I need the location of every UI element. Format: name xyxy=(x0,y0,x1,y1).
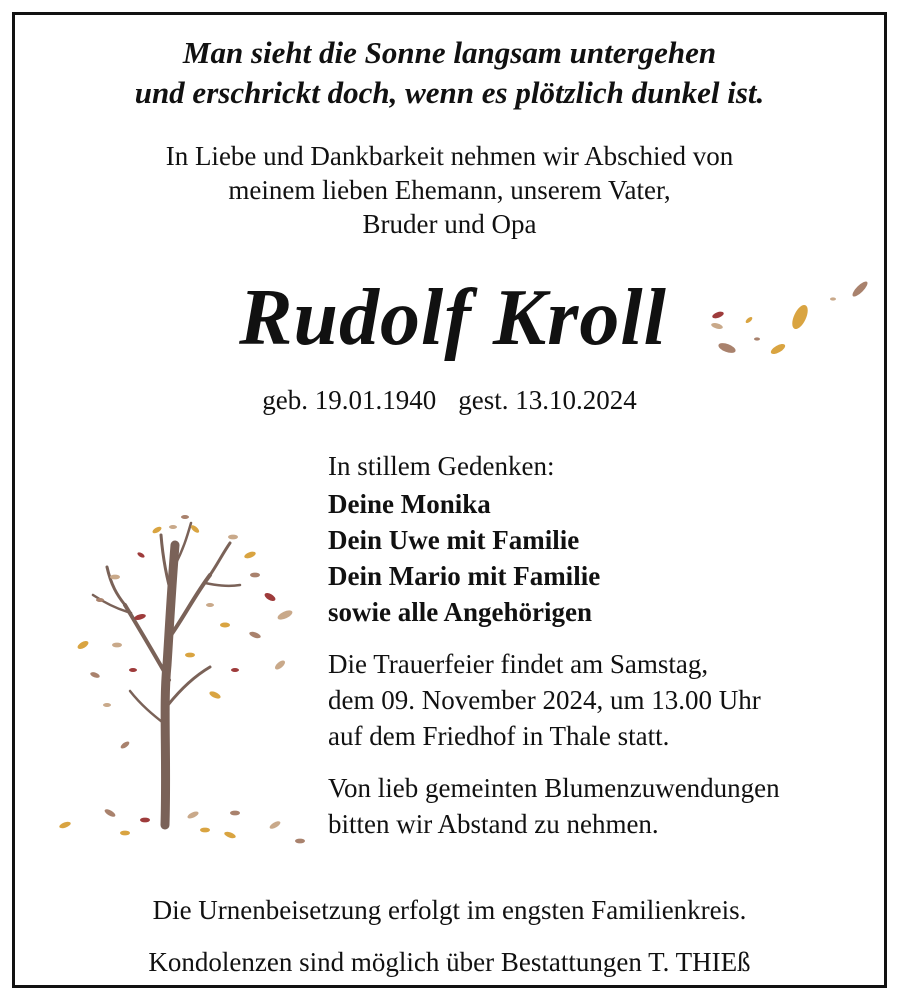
mourner-2: Dein Uwe mit Familie xyxy=(328,525,580,555)
flowers-line-2: bitten wir Abstand zu nehmen. xyxy=(328,809,659,839)
deceased-name: Rudolf Kroll xyxy=(239,274,667,362)
mourning-heading: In stillem Gedenken: xyxy=(328,451,555,481)
ceremony-line-2: dem 09. November 2024, um 13.00 Uhr xyxy=(328,685,761,715)
obituary-frame xyxy=(12,12,887,988)
flowers-line-1: Von lieb gemeinten Blumenzuwendungen xyxy=(328,773,780,803)
birth-date: geb. 19.01.1940 xyxy=(262,385,437,415)
flowers-notice xyxy=(328,770,878,842)
intro-line-2: meinem lieben Ehemann, unserem Vater, xyxy=(228,175,671,205)
motto-line-2: und erschrickt doch, wenn es plötzlich dunkel ist. xyxy=(134,75,765,110)
death-date: gest. 13.10.2024 xyxy=(458,385,637,415)
mourners-list xyxy=(328,486,878,630)
motto-quote xyxy=(15,33,884,113)
ceremony-notice xyxy=(328,646,878,754)
condolences-notice: Kondolenzen sind möglich über Bestattungen T. THIEß xyxy=(148,947,751,977)
mourner-1: Deine Monika xyxy=(328,489,491,519)
intro-text xyxy=(15,139,884,241)
motto-line-1: Man sieht die Sonne langsam untergehen xyxy=(182,35,717,70)
intro-line-3: Bruder und Opa xyxy=(362,209,537,239)
intro-line-1: In Liebe und Dankbarkeit nehmen wir Abschied von xyxy=(165,141,734,171)
mourner-4: sowie alle Angehörigen xyxy=(328,597,592,627)
falling-leaves-icon xyxy=(705,277,880,387)
mourner-3: Dein Mario mit Familie xyxy=(328,561,601,591)
ceremony-line-1: Die Trauerfeier findet am Samstag, xyxy=(328,649,709,679)
ceremony-line-3: auf dem Friedhof in Thale statt. xyxy=(328,721,670,751)
autumn-tree-icon xyxy=(45,505,315,855)
urn-notice: Die Urnenbeisetzung erfolgt im engsten Familienkreis. xyxy=(152,895,747,925)
mourning-column xyxy=(328,448,878,842)
life-dates xyxy=(15,383,884,417)
